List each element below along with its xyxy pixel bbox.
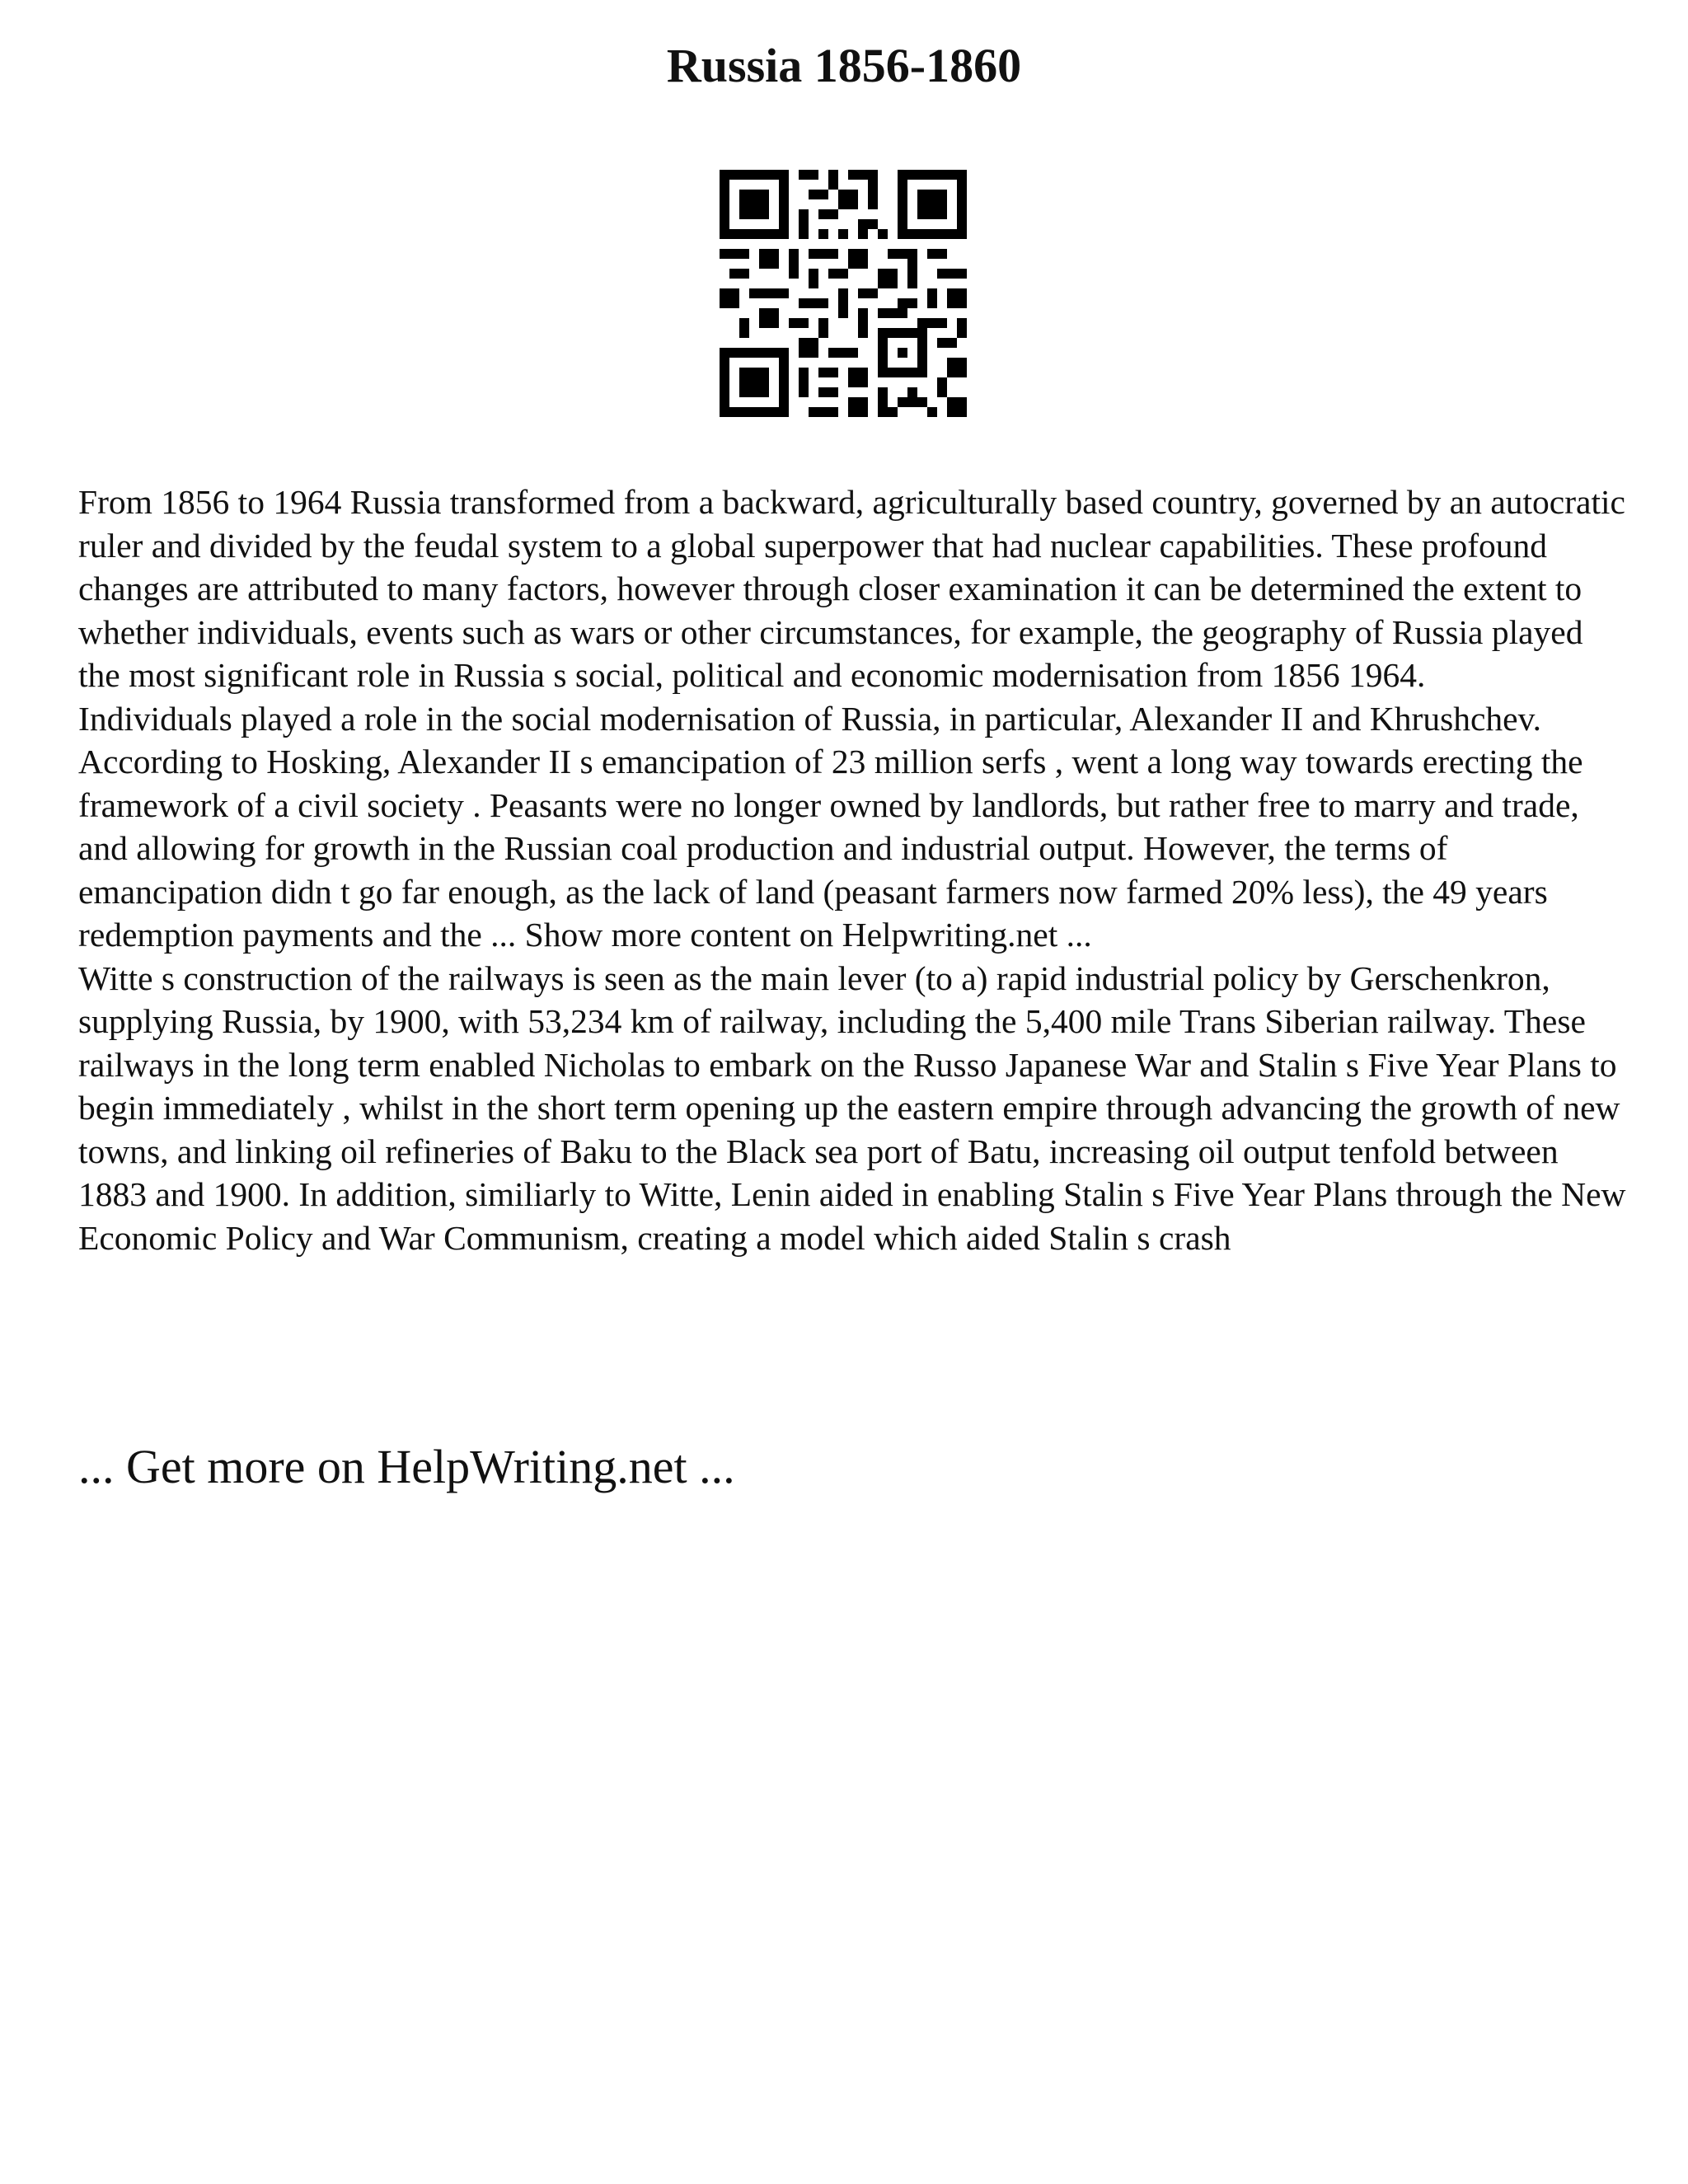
page-title: Russia 1856-1860 (666, 39, 1022, 92)
qr-code-icon[interactable] (720, 170, 967, 417)
article-body (78, 480, 1628, 1259)
paragraph-1: From 1856 to 1964 Russia transformed from a backward, agriculturally based country, governed by an autocratic ruler and divided by the feudal system to a global superpower that had nuclear capabilities. These profound changes are attributed to many factors, however through closer examination it can be determined the extent to whether individuals, events such as wars or other circumstances, for example, the geography of Russia played the most significant role in Russia s social, political and economic modernisation from 1856 1964. (78, 483, 1625, 694)
get-more-link[interactable]: ... Get more on HelpWriting.net ... (78, 1440, 735, 1493)
paragraph-2: Individuals played a role in the social modernisation of Russia, in particular, Alexander II and Khrushchev. According to Hosking, Alexander II s emancipation of 23 million serfs , went a long way towards erecting the framework of a civil society . Peasants were no longer owned by landlords, but rather free to marry and trade, and allowing for growth in the Russian coal production and industrial output. However, the terms of emancipation didn t go far enough, as the lack of land (peasant farmers now farmed 20% less), the 49 years redemption payments and the ... Show more content on Helpwriting.net ... (78, 699, 1583, 954)
paragraph-3: Witte s construction of the railways is seen as the main lever (to a) rapid industrial policy by Gerschenkron, supplying Russia, by 1900, with 53,234 km of railway, including the 5,400 mile Trans Siberian railway. These railways in the long term enabled Nicholas to embark on the Russo Japanese War and Stalin s Five Year Plans to begin immediately , whilst in the short term opening up the eastern empire through advancing the growth of new towns, and linking oil refineries of Baku to the Black sea port of Batu, increasing oil output tenfold between 1883 and 1900. In addition, similiarly to Witte, Lenin aided in enabling Stalin s Five Year Plans through the New Economic Policy and War Communism, creating a model which aided Stalin s crash (78, 958, 1626, 1257)
